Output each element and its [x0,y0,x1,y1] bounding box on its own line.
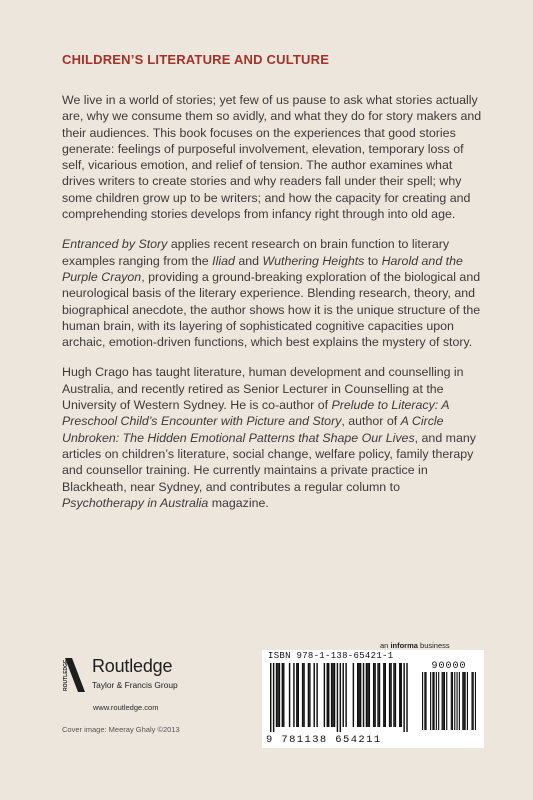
blurb-paragraph-2 [62,236,482,350]
barcode-bar [390,663,391,727]
logo-mark-text: ROUTLEDGE [63,659,69,691]
blurb [62,92,482,525]
italic-title: Wuthering Heights [262,253,365,268]
barcode-bar [289,663,290,727]
addon-bar [438,672,439,730]
addon-bar [442,672,443,730]
addon-bar [425,672,426,730]
publisher-group: Taylor & Francis Group [92,680,178,690]
text-run: to [364,253,382,268]
barcode-bar [340,663,341,732]
addon-bar [457,672,458,730]
barcode-bar [353,663,354,727]
barcode-bar [389,663,390,727]
addon-bar [446,672,447,730]
barcode-bar [282,663,283,727]
ean-digits: 9 781138 654211 [266,734,382,746]
barcode-bar [270,663,271,732]
italic-title: Prelude to Literacy: A Preschool Child’s Encounter with Picture and Story [62,398,450,429]
addon-bar [424,672,425,730]
italic-title: Psychotherapy in Australia [62,495,209,510]
publisher-website: www.routledge.com [93,703,159,712]
addon-bar [454,672,455,730]
text-run: , and many articles on children’s literature, social change, welfare policy, family therapy and counsellor training. He currently maintains a private practice in Blackheath, near Sydney, and contributes a regular column to [62,430,476,494]
author-bio-paragraph [62,364,482,511]
barcode-bar [298,663,299,727]
barcode-bar [314,663,315,727]
addon-bar [473,672,474,730]
barcode-bar [276,663,277,727]
text-run: , providing a ground-breaking exploration of the biological and neurological basis of the literary experience. Blending research, theory, and biographical anecdote, the author shows how it is the unique structure of the human brain, with its layering of sophisticated cognitive capacities upon archaic, emotion-driven functions, which best explains the mystery of story. [62,269,481,350]
barcode-bar [358,663,359,727]
blurb-paragraph-1 [62,92,482,222]
ean-barcode [270,663,416,733]
barcode-bar [406,663,407,732]
barcode-bar [308,663,309,727]
barcode-bar [379,663,380,727]
informa-brand: informa [390,641,418,650]
addon-bar [462,672,463,730]
barcode-bar [302,663,303,727]
barcode-bar [343,663,344,727]
barcode-bar [395,663,396,727]
barcode-bar [377,663,378,727]
routledge-logo-icon [63,656,87,694]
barcode-bar [316,663,317,727]
isbn-label: ISBN 978-1-138-65421-1 [268,651,394,661]
barcode-bar [331,663,332,727]
italic-title: A Circle Unbroken: The Hidden Emotional Patterns that Shape Our Lives [62,414,444,445]
italic-title: Harold and the Purple Crayon [62,253,463,284]
addon-bar [430,672,431,730]
series-title: CHILDREN’S LITERATURE AND CULTURE [62,52,330,67]
informa-tagline [380,641,450,650]
barcode-bar [324,663,325,727]
cover-credit: Cover image: Meeray Ghaly ©2013 [62,725,180,734]
barcode-panel [262,650,484,748]
addon-bar [434,672,435,730]
barcode-bar [273,663,274,732]
barcode-bar [374,663,375,727]
addon-bar [443,672,444,730]
addon-bar [436,672,437,730]
barcode-bar [279,663,280,727]
barcode-bar [399,663,400,727]
barcode-bar [360,663,361,727]
addon-bar [452,672,453,730]
barcode-bar [303,663,304,727]
text-run: magazine. [208,495,269,510]
addon-bar [463,672,464,730]
barcode-bar [334,663,335,727]
barcode-bar [367,663,368,727]
barcode-bar [383,663,384,727]
price-addon-digits: 90000 [431,661,467,672]
italic-title: Entranced by Story [62,237,168,252]
barcode-bar [403,663,404,732]
barcode-bar [357,663,358,727]
barcode-bar [401,663,402,727]
barcode-bar [283,663,284,727]
text-run: We live in a world of stories; yet few of us pause to ask what stories actually are, why we consume them so avidly, and what they do for story makers and their audiences. This book focuses on the experiences that good stories generate: feelings of purposeful involvement, elevation, temporary loss of self, vicarious emotion, and relief of tension. The author examines what drives writers to create stories and why readers fall under their spell; why some children grow up to be writers; and how the capacity for creating and comprehending stories develops from infancy right through into old age. [62,93,482,222]
barcode-bar [296,663,297,727]
text-run: Hugh Crago has taught literature, human development and counselling in Australia, and recently retired as Senior Lecturer in Counselling at the University of Western Sydney. He is co-author of [62,365,464,413]
addon-bar [471,672,472,730]
addon-bar [432,672,433,730]
italic-title: Iliad [212,253,235,268]
barcode-bar [293,663,294,727]
barcode-bar [366,663,367,727]
barcode-bar [373,663,374,727]
barcode-bar [332,663,333,727]
barcode-bar [309,663,310,727]
barcode-bar [363,663,364,727]
barcode-bar [277,663,278,727]
addon-bar [465,672,466,730]
barcode-bar [369,663,370,727]
barcode-bar [393,663,394,727]
barcode-bar [337,663,338,732]
barcode-bar [327,663,328,727]
text-run: and [234,253,263,268]
informa-prefix: an [380,641,391,650]
informa-suffix: business [417,641,450,650]
barcode-bar [345,663,346,727]
addon-bar [475,672,476,730]
addon-bar [444,672,445,730]
text-run: applies recent research on brain function to literary examples ranging from the [62,237,450,268]
text-run: , author of [341,414,401,429]
barcode-bar [328,663,329,727]
addon-bar [459,672,460,730]
addon-barcode [422,672,476,732]
barcode-bar [385,663,386,727]
addon-bar [451,672,452,730]
addon-bar [467,672,468,730]
publisher-name: Routledge [92,656,173,676]
addon-bar [422,672,423,730]
